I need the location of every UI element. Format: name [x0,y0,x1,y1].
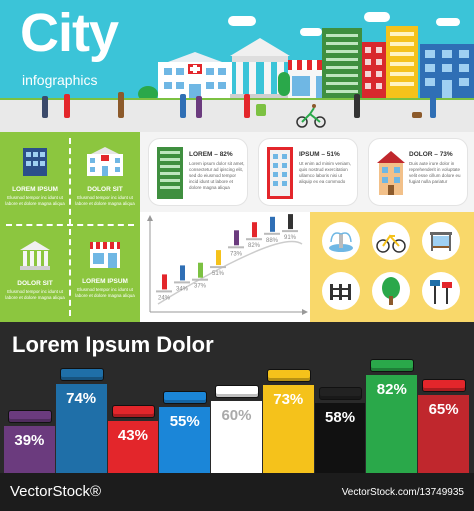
stair-step [174,281,190,283]
tram-icon [8,410,52,423]
street-signs-icon [422,272,460,310]
feature-item [72,146,138,207]
footer-id: VectorStock.com/13749935 [341,487,464,498]
step-label: 34% [176,286,189,293]
bar-value-label: 43% [117,427,148,445]
house-icon [377,147,405,199]
bus-icon [60,368,104,381]
pedestrian-icon [196,96,202,118]
amenities-panel [310,212,474,322]
apartment-building-icon [22,146,48,176]
step-label: 73% [230,251,243,258]
page-subtitle: infographics [22,72,98,88]
feature-label: DOLOR SIT [87,186,123,193]
walking-person-icon [198,263,203,278]
card-title: IPSUM – 51% [299,151,340,158]
divider [69,138,71,316]
feature-text: Elusmod tempor inc idunt ut labore et dolore magna aliqua [5,195,65,206]
vehicle-chart-section [0,322,474,511]
stat-card [258,138,358,206]
bar-value-label: 55% [169,413,200,430]
cloud [228,16,256,26]
bar-truck [159,407,210,473]
bar-tram [4,426,55,473]
x-axis-arrow-icon [302,309,308,315]
walking-person-icon [270,217,275,232]
growth-chart-panel [140,212,310,322]
stat-card [148,138,248,206]
bar-scooter [418,395,469,473]
ambulance-icon [215,385,259,398]
stair-step [192,279,208,281]
stair-step [228,246,244,248]
bar-value-label: 39% [14,432,45,450]
yellow-tower-icon [386,26,418,100]
police-car-icon [319,387,363,400]
feature-text: Elusmod tempor inc idunt ut labore et dolore magna aliqua [75,195,135,206]
museum-icon [20,240,50,270]
stair-step [282,230,298,232]
card-text: Ut enim ad minim veniam, quis nostrud exercitation ullamco laboris nisi ut aliquip ex ea commodo [299,161,352,184]
section-title: Lorem Ipsum Dolor [12,332,214,357]
pedestrian-icon [244,94,250,118]
bar-police-car [315,403,366,473]
step-label: 24% [158,295,171,302]
card-text: Duis aute irure dolor in reprehenderit in voluptate velit esse cillum dolore eu fugiat nulla pariatur [409,161,461,184]
card-text: Lorem ipsum dolor sit amet, consectetur ad ipiscing elit, sed do eiusmod tempor incid idunt ut labore et dolore magna aliqua [189,161,245,190]
y-axis-arrow-icon [147,215,153,221]
cloud [300,28,322,36]
feature-label: DOLOR SIT [17,280,53,287]
fountain-icon [322,222,360,260]
bar-value-label: 73% [273,391,304,409]
pedestrian-icon [118,92,124,118]
bar-value-label: 65% [428,401,459,418]
tree-icon [278,72,290,96]
step-label: 88% [266,237,279,244]
truck-icon [163,391,207,404]
pedestrian-icon [42,96,48,118]
skyscraper-green-icon [322,28,362,100]
stroller-icon [256,104,266,116]
walking-person-icon [216,250,221,265]
hero-scene [0,0,474,132]
feature-text: Elusmod tempor inc idunt ut labore et dolore magna aliqua [5,289,65,300]
pedestrian-icon [180,94,186,118]
shop-icon [90,242,120,268]
stair-step [246,238,262,240]
stair-step [156,290,172,292]
pedestrian-icon [354,94,360,118]
dog-icon [412,112,422,118]
step-label: 91% [284,235,297,242]
footer [0,473,474,511]
fence-icon [322,272,360,310]
feature-item [2,146,68,207]
feature-label: LOREM IPSUM [82,278,128,285]
feature-item [72,242,138,299]
car-icon [370,359,414,372]
scooter-icon [422,379,466,392]
red-building-icon [362,42,386,100]
sidewalk [0,100,474,132]
bar-value-label: 60% [221,407,252,424]
feature-item [2,240,68,301]
feature-label: LOREM IPSUM [12,186,58,193]
pedestrian-icon [64,94,70,118]
pedestrian-icon [430,94,436,118]
blue-building-icon [420,44,474,100]
bar-bus [56,384,107,473]
stair-step [210,266,226,268]
page-title: City [20,3,119,63]
bus-stop-icon [422,222,460,260]
office-building-icon [267,147,293,199]
walking-person-icon [162,274,167,289]
footer-brand: VectorStock® [10,483,102,500]
bicycle-icon [372,222,410,260]
features-panel [0,132,140,322]
cloud [364,12,390,22]
stair-step [264,233,280,235]
bar-fire-truck [108,421,159,473]
card-title: LOREM – 82% [189,151,233,158]
cyclist-icon [296,104,326,128]
walking-person-icon [180,265,185,280]
stats-cards-panel [140,132,474,212]
walking-person-icon [288,214,293,229]
tree-icon [372,272,410,310]
step-label: 51% [212,271,225,278]
feature-text: Elusmod tempor inc idunt ut labore et dolore magna aliqua [75,287,135,298]
stat-card [368,138,468,206]
bar-taxi [263,385,314,473]
skyscraper-icon [157,147,183,199]
taxi-icon [267,369,311,382]
step-label: 37% [194,283,207,290]
bar-value-label: 74% [66,390,97,408]
hospital-icon [87,146,123,176]
step-label: 82% [248,243,261,250]
bar-value-label: 58% [325,409,356,427]
bar-car [366,375,417,473]
card-title: DOLOR – 73% [409,151,453,158]
cloud [436,18,460,26]
fire-truck-icon [112,405,156,418]
growth-chart [140,212,310,322]
walking-person-icon [252,222,257,237]
walking-person-icon [234,230,239,245]
bar-value-label: 82% [376,380,407,398]
bar-ambulance [211,401,262,473]
hospital-building-icon [158,50,232,100]
